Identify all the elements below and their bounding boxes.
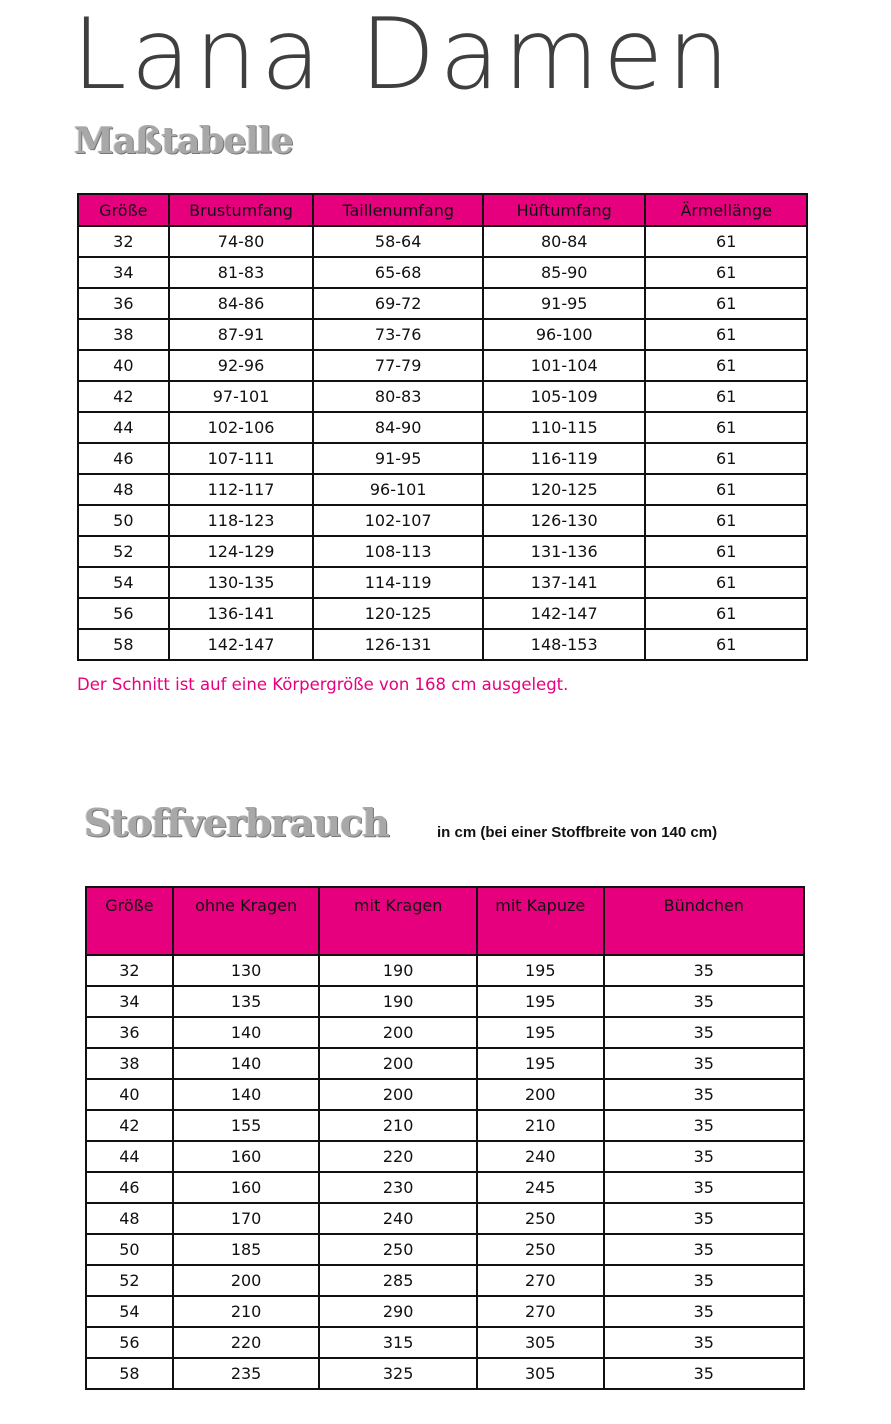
table-cell: 131-136 (483, 536, 646, 567)
table-row (86, 1358, 804, 1389)
table-cell: 130-135 (169, 567, 314, 598)
table-cell: 46 (78, 443, 169, 474)
table-row (78, 598, 807, 629)
table-cell: 61 (645, 226, 807, 257)
table-cell: 160 (173, 1172, 320, 1203)
table-cell: 61 (645, 474, 807, 505)
table-cell: 91-95 (313, 443, 483, 474)
size-table-label: Maßtabelle (74, 120, 293, 162)
column-header: mit Kapuze (477, 887, 604, 955)
table-cell: 73-76 (313, 319, 483, 350)
table-cell: 61 (645, 350, 807, 381)
table-cell: 96-101 (313, 474, 483, 505)
table-cell: 58 (78, 629, 169, 660)
table-cell: 44 (86, 1141, 173, 1172)
table-cell: 107-111 (169, 443, 314, 474)
table-row (78, 567, 807, 598)
table-row (78, 350, 807, 381)
table-cell: 84-86 (169, 288, 314, 319)
table-cell: 195 (477, 986, 604, 1017)
table-cell: 44 (78, 412, 169, 443)
table-cell: 160 (173, 1141, 320, 1172)
table-cell: 58 (86, 1358, 173, 1389)
fabric-table-header-row (86, 887, 804, 955)
column-header: ohne Kragen (173, 887, 320, 955)
table-row (78, 505, 807, 536)
table-cell: 77-79 (313, 350, 483, 381)
table-cell: 142-147 (169, 629, 314, 660)
table-row (78, 226, 807, 257)
table-cell: 35 (604, 1017, 804, 1048)
table-row (78, 629, 807, 660)
table-cell: 235 (173, 1358, 320, 1389)
table-cell: 85-90 (483, 257, 646, 288)
table-cell: 210 (477, 1110, 604, 1141)
table-cell: 285 (319, 1265, 477, 1296)
table-cell: 35 (604, 1141, 804, 1172)
table-cell: 325 (319, 1358, 477, 1389)
column-header: Taillenumfang (313, 194, 483, 226)
table-row (86, 1234, 804, 1265)
table-cell: 40 (78, 350, 169, 381)
fabric-table-subtitle: in cm (bei einer Stoffbreite von 140 cm) (437, 824, 718, 841)
table-cell: 120-125 (483, 474, 646, 505)
table-cell: 61 (645, 536, 807, 567)
table-cell: 240 (319, 1203, 477, 1234)
table-cell: 210 (173, 1296, 320, 1327)
table-cell: 112-117 (169, 474, 314, 505)
table-cell: 155 (173, 1110, 320, 1141)
table-cell: 35 (604, 986, 804, 1017)
table-cell: 130 (173, 955, 320, 986)
table-cell: 116-119 (483, 443, 646, 474)
table-cell: 230 (319, 1172, 477, 1203)
table-cell: 36 (86, 1017, 173, 1048)
table-cell: 40 (86, 1079, 173, 1110)
table-cell: 148-153 (483, 629, 646, 660)
column-header: Hüftumfang (483, 194, 646, 226)
table-cell: 140 (173, 1048, 320, 1079)
table-cell: 91-95 (483, 288, 646, 319)
table-cell: 195 (477, 1048, 604, 1079)
table-cell: 240 (477, 1141, 604, 1172)
table-cell: 105-109 (483, 381, 646, 412)
table-row (78, 443, 807, 474)
table-cell: 54 (86, 1296, 173, 1327)
table-cell: 48 (86, 1203, 173, 1234)
table-cell: 61 (645, 257, 807, 288)
table-cell: 190 (319, 986, 477, 1017)
table-cell: 35 (604, 1296, 804, 1327)
table-cell: 34 (86, 986, 173, 1017)
table-cell: 35 (604, 1358, 804, 1389)
table-cell: 137-141 (483, 567, 646, 598)
table-cell: 190 (319, 955, 477, 986)
table-cell: 220 (173, 1327, 320, 1358)
table-cell: 61 (645, 288, 807, 319)
table-cell: 290 (319, 1296, 477, 1327)
table-cell: 135 (173, 986, 320, 1017)
table-row (86, 1079, 804, 1110)
table-cell: 61 (645, 381, 807, 412)
table-cell: 200 (319, 1079, 477, 1110)
table-cell: 250 (319, 1234, 477, 1265)
table-cell: 32 (86, 955, 173, 986)
table-cell: 185 (173, 1234, 320, 1265)
table-cell: 35 (604, 1110, 804, 1141)
column-header: Bündchen (604, 887, 804, 955)
table-cell: 200 (319, 1048, 477, 1079)
table-cell: 38 (86, 1048, 173, 1079)
page-title: Lana Damen (72, 0, 734, 112)
table-cell: 52 (86, 1265, 173, 1296)
table-cell: 61 (645, 629, 807, 660)
table-cell: 120-125 (313, 598, 483, 629)
table-cell: 61 (645, 319, 807, 350)
column-header: Ärmellänge (645, 194, 807, 226)
size-table (77, 193, 808, 661)
table-cell: 92-96 (169, 350, 314, 381)
table-row (86, 1265, 804, 1296)
table-row (78, 474, 807, 505)
table-cell: 305 (477, 1358, 604, 1389)
table-cell: 50 (78, 505, 169, 536)
table-cell: 210 (319, 1110, 477, 1141)
table-row (86, 1017, 804, 1048)
table-cell: 35 (604, 955, 804, 986)
table-cell: 35 (604, 1172, 804, 1203)
table-cell: 200 (477, 1079, 604, 1110)
table-cell: 136-141 (169, 598, 314, 629)
table-row (86, 1296, 804, 1327)
table-cell: 35 (604, 1079, 804, 1110)
table-cell: 35 (604, 1265, 804, 1296)
table-row (86, 1203, 804, 1234)
body-height-note: Der Schnitt ist auf eine Körpergröße von 168 cm ausgelegt. (77, 675, 569, 694)
fabric-table-label: Stoffverbrauch (84, 800, 389, 845)
table-cell: 245 (477, 1172, 604, 1203)
table-cell: 140 (173, 1017, 320, 1048)
table-cell: 96-100 (483, 319, 646, 350)
table-cell: 126-130 (483, 505, 646, 536)
table-row (78, 412, 807, 443)
table-cell: 80-83 (313, 381, 483, 412)
table-cell: 305 (477, 1327, 604, 1358)
table-cell: 315 (319, 1327, 477, 1358)
table-cell: 170 (173, 1203, 320, 1234)
table-row (86, 1141, 804, 1172)
table-cell: 126-131 (313, 629, 483, 660)
column-header: mit Kragen (319, 887, 477, 955)
table-cell: 270 (477, 1296, 604, 1327)
table-cell: 69-72 (313, 288, 483, 319)
table-cell: 84-90 (313, 412, 483, 443)
table-cell: 36 (78, 288, 169, 319)
table-row (78, 257, 807, 288)
table-cell: 87-91 (169, 319, 314, 350)
table-row (78, 536, 807, 567)
table-cell: 32 (78, 226, 169, 257)
table-cell: 65-68 (313, 257, 483, 288)
table-cell: 200 (173, 1265, 320, 1296)
table-row (86, 986, 804, 1017)
column-header: Größe (78, 194, 169, 226)
table-row (86, 1110, 804, 1141)
table-cell: 35 (604, 1203, 804, 1234)
table-cell: 46 (86, 1172, 173, 1203)
table-cell: 61 (645, 443, 807, 474)
table-row (86, 1327, 804, 1358)
table-cell: 61 (645, 598, 807, 629)
column-header: Brustumfang (169, 194, 314, 226)
table-cell: 195 (477, 1017, 604, 1048)
table-cell: 52 (78, 536, 169, 567)
table-cell: 97-101 (169, 381, 314, 412)
table-cell: 81-83 (169, 257, 314, 288)
table-cell: 74-80 (169, 226, 314, 257)
table-cell: 108-113 (313, 536, 483, 567)
table-cell: 110-115 (483, 412, 646, 443)
table-cell: 114-119 (313, 567, 483, 598)
table-cell: 102-107 (313, 505, 483, 536)
table-cell: 118-123 (169, 505, 314, 536)
fabric-table (85, 886, 805, 1390)
table-row (86, 1172, 804, 1203)
table-cell: 54 (78, 567, 169, 598)
table-cell: 58-64 (313, 226, 483, 257)
table-cell: 200 (319, 1017, 477, 1048)
table-cell: 102-106 (169, 412, 314, 443)
table-row (78, 288, 807, 319)
table-cell: 220 (319, 1141, 477, 1172)
table-row (78, 319, 807, 350)
table-row (86, 955, 804, 986)
table-cell: 124-129 (169, 536, 314, 567)
table-cell: 61 (645, 412, 807, 443)
table-cell: 35 (604, 1234, 804, 1265)
table-cell: 56 (86, 1327, 173, 1358)
size-table-header-row (78, 194, 807, 226)
table-cell: 142-147 (483, 598, 646, 629)
table-cell: 42 (78, 381, 169, 412)
table-cell: 35 (604, 1048, 804, 1079)
table-cell: 34 (78, 257, 169, 288)
table-cell: 80-84 (483, 226, 646, 257)
table-cell: 38 (78, 319, 169, 350)
table-cell: 270 (477, 1265, 604, 1296)
table-cell: 48 (78, 474, 169, 505)
table-cell: 56 (78, 598, 169, 629)
table-row (86, 1048, 804, 1079)
table-cell: 195 (477, 955, 604, 986)
table-cell: 35 (604, 1327, 804, 1358)
column-header: Größe (86, 887, 173, 955)
table-cell: 61 (645, 505, 807, 536)
table-cell: 42 (86, 1110, 173, 1141)
table-cell: 140 (173, 1079, 320, 1110)
table-row (78, 381, 807, 412)
table-cell: 250 (477, 1234, 604, 1265)
table-cell: 101-104 (483, 350, 646, 381)
table-cell: 50 (86, 1234, 173, 1265)
table-cell: 61 (645, 567, 807, 598)
table-cell: 250 (477, 1203, 604, 1234)
